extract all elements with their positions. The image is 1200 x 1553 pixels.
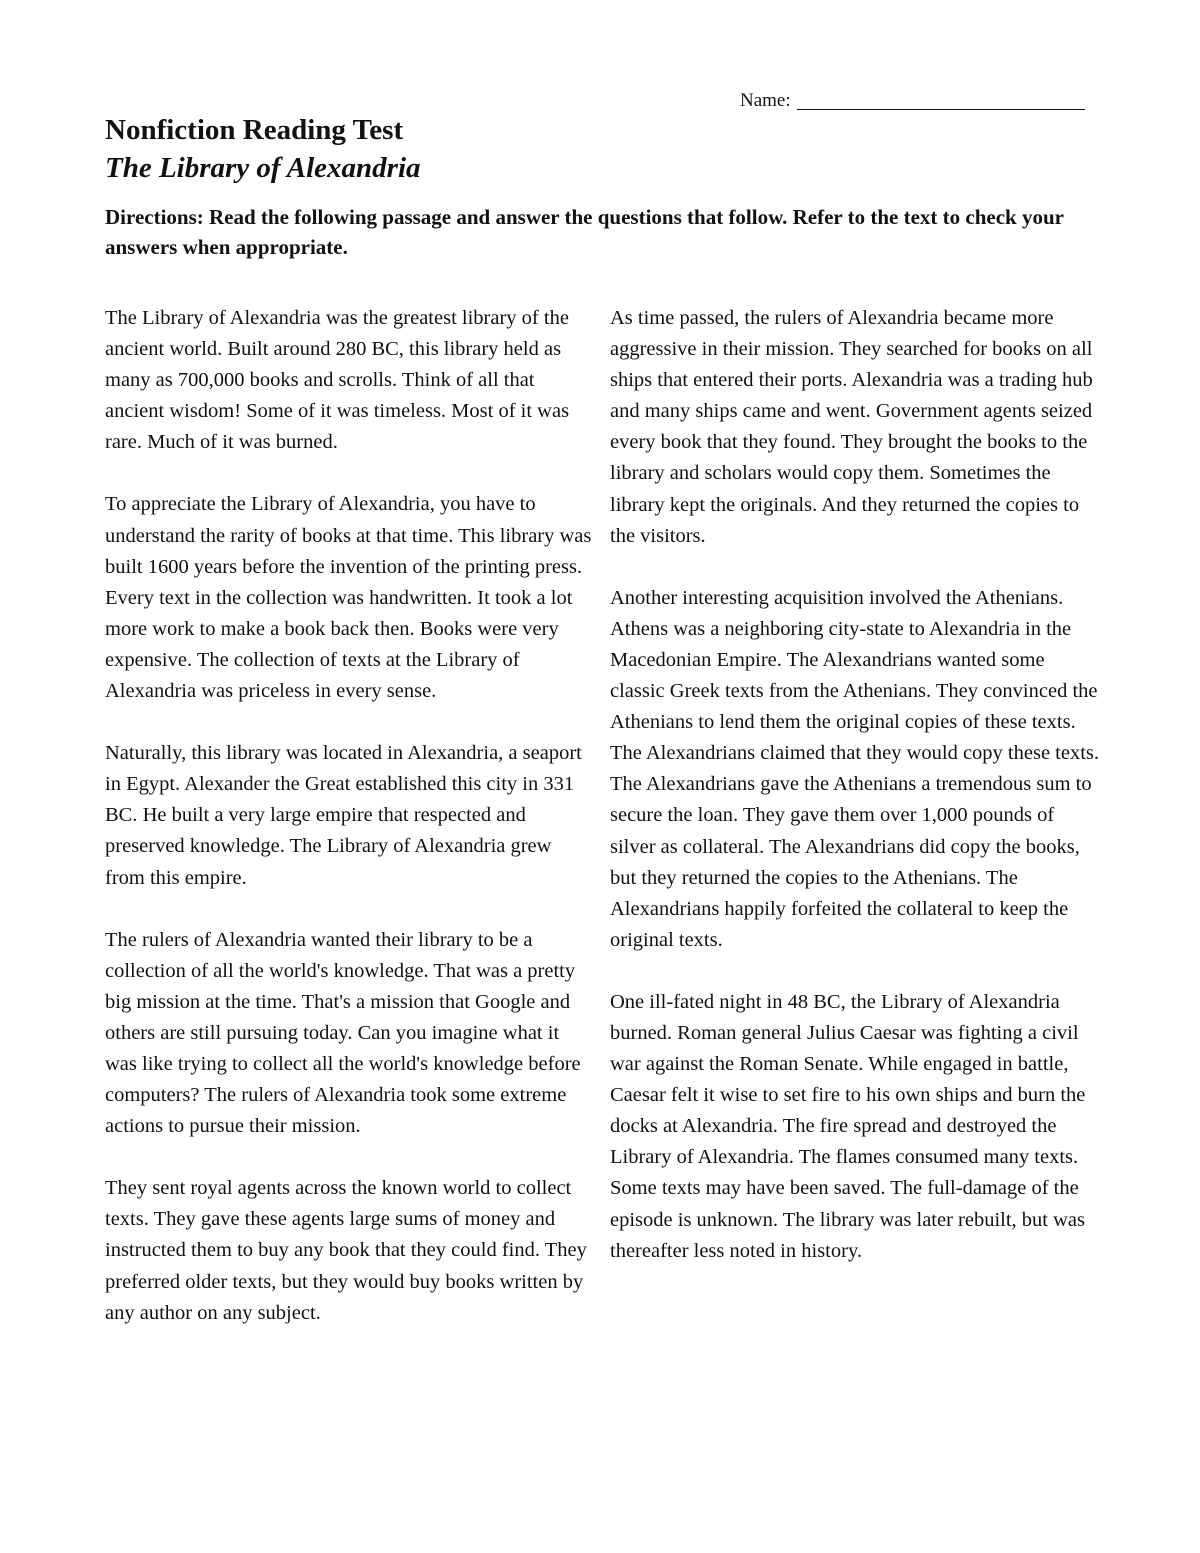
directions-label: Directions: [105,205,204,229]
passage-paragraph: They sent royal agents across the known world to collect texts. They gave these agents large sums of money and instructed them to buy any book that they could find. They preferred older texts, but they would buy books written by any author on any subject. [105,1177,587,1324]
name-blank-line[interactable] [797,87,1085,110]
passage-right-column [610,303,1100,1298]
name-label: Name: [740,90,791,111]
passage-paragraph: Naturally, this library was located in Alexandria, a seaport in Egypt. Alexander the Great established this city in 331 BC. He built a very large empire that respected and preserved knowledge. The Library of Alexandria grew from this empire. [105,742,582,889]
passage-left-column [105,303,593,1360]
passage-paragraph: Another interesting acquisition involved the Athenians. Athens was a neighboring city-state to Alexandria in the Macedonian Empire. The Alexandrians wanted some classic Greek texts from the Athenians. They convinced the Athenians to lend them the original copies of these texts. The Alexandrians claimed that they would copy these texts. The Alexandrians gave the Athenians a tremendous sum to secure the loan. They gave them over 1,000 pounds of silver as collateral. The Alexandrians did copy the books, but they returned the copies to the Athenians. The Alexandrians happily forfeited the collateral to keep the original texts. [610,586,1100,951]
passage-paragraph: One ill-fated night in 48 BC, the Library of Alexandria burned. Roman general Julius Caesar was fighting a civil war against the Roman Senate. While engaged in battle, Caesar felt it wise to set fire to his own ships and burn the docks at Alexandria. The fire spread and destroyed the Library of Alexandria. The flames consumed many texts. Some texts may have been saved. The full-damage of the episode is unknown. The library was later rebuilt, but was thereafter less noted in history. [610,990,1086,1262]
passage-title: The Library of Alexandria [105,152,421,184]
directions-text: Read the following passage and answer the questions that follow. Refer to the text to check your answers when appropriate. [105,205,1064,259]
passage-paragraph: As time passed, the rulers of Alexandria became more aggressive in their mission. They searched for books on all ships that entered their ports. Alexandria was a trading hub and many ships came and went. Government agents seized every book that they found. They brought the books to the library and scholars would copy them. Sometimes the library kept the originals. And they returned the copies to the visitors. [610,307,1093,547]
name-field[interactable] [740,86,1085,116]
page-title: Nonfiction Reading Test [105,114,404,146]
passage-paragraph: The Library of Alexandria was the greatest library of the ancient world. Built around 280 BC, this library held as many as 700,000 books and scrolls. Think of all that ancient wisdom! Some of it was timeless. Most of it was rare. Much of it was burned. [105,307,570,454]
directions [105,202,1095,262]
passage-paragraph: To appreciate the Library of Alexandria, you have to understand the rarity of books at that time. This library was built 1600 years before the invention of the printing press. Every text in the collection was handwritten. It took a lot more work to make a book back then. Books were very expensive. The collection of texts at the Library of Alexandria was priceless in every sense. [105,493,592,703]
passage-paragraph: The rulers of Alexandria wanted their library to be a collection of all the world's knowledge. That was a pretty big mission at the time. That's a mission that Google and others are still pursuing today. Can you imagine what it was like trying to collect all the world's knowledge before computers? The rulers of Alexandria took some extreme actions to pursue their mission. [105,928,581,1138]
